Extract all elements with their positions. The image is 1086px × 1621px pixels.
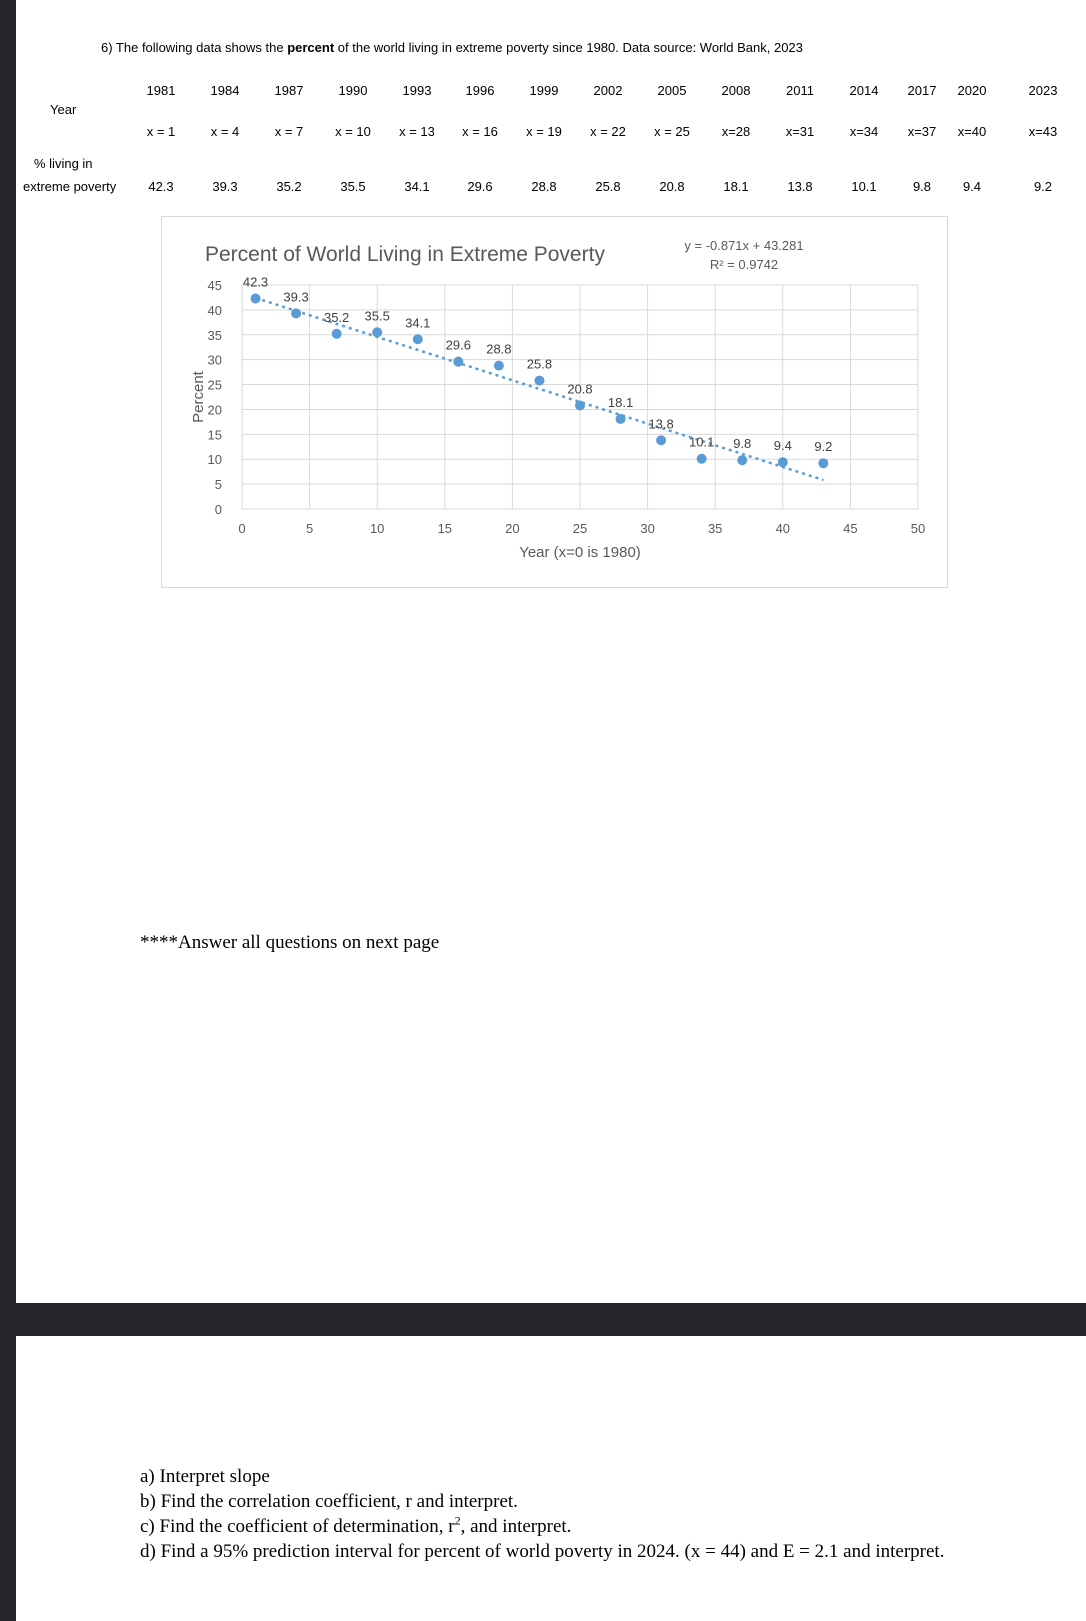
- question-c: [140, 1514, 944, 1539]
- data-point: [453, 357, 463, 367]
- percent-cell: 28.8: [531, 179, 557, 194]
- data-label: 10.1: [689, 434, 715, 450]
- x-cell: x = 16: [462, 124, 498, 139]
- year-cell: 1990: [338, 83, 368, 98]
- data-point: [413, 334, 423, 344]
- r-squared-label: R² = 0.9742: [709, 257, 779, 272]
- percent-cell: 25.8: [595, 179, 621, 194]
- page-divider: [0, 1303, 1086, 1336]
- x-cell: x = 19: [526, 124, 562, 139]
- percent-cell: 9.8: [912, 179, 932, 194]
- year-cell: 2020: [957, 83, 987, 98]
- trendline-equation: y = -0.871x + 43.281: [684, 238, 804, 253]
- x-cell: x = 7: [274, 124, 304, 139]
- x-cell: x = 25: [654, 124, 690, 139]
- x-cell: x=31: [785, 124, 815, 139]
- x-tick-label: 0: [238, 521, 246, 536]
- x-cell: x = 10: [335, 124, 371, 139]
- x-cell: x=40: [957, 124, 987, 139]
- year-cell: 2008: [721, 83, 751, 98]
- chart-container: [161, 216, 948, 588]
- scatter-chart: [162, 217, 947, 587]
- x-cell: x=34: [849, 124, 879, 139]
- year-cell: 1999: [529, 83, 559, 98]
- y-tick-label: 20: [207, 402, 222, 418]
- percent-cell: 9.2: [1033, 179, 1053, 194]
- year-cell: 2011: [786, 83, 814, 98]
- data-point: [656, 435, 666, 445]
- percent-cell: 35.5: [340, 179, 366, 194]
- data-point: [778, 457, 788, 467]
- percent-cell: 35.2: [276, 179, 302, 194]
- data-point: [291, 308, 301, 318]
- year-cell: 1993: [402, 83, 432, 98]
- x-cell: x = 13: [399, 124, 435, 139]
- intro-suffix: of the world living in extreme poverty since 1980. Data source: World Bank, 2023: [334, 40, 803, 55]
- data-label: 9.2: [814, 439, 833, 455]
- year-cell: 2014: [849, 83, 879, 98]
- year-cell: 2002: [593, 83, 623, 98]
- y-tick-label: 0: [214, 502, 222, 517]
- x-tick-label: 20: [505, 521, 520, 536]
- intro-prefix: 6) The following data shows the: [101, 40, 288, 55]
- x-axis-title: Year (x=0 is 1980): [519, 544, 641, 561]
- data-label: 20.8: [567, 381, 593, 397]
- year-cell: 2023: [1028, 83, 1058, 98]
- x-cell: x = 22: [590, 124, 626, 139]
- x-tick-label: 35: [707, 521, 723, 536]
- data-point: [818, 458, 828, 468]
- y-tick-label: 35: [207, 327, 222, 343]
- page-2: [16, 1336, 1086, 1621]
- y-tick-label: 25: [207, 377, 222, 393]
- x-cell: x=43: [1028, 124, 1058, 139]
- question-c-tail: , and interpret.: [460, 1516, 572, 1537]
- data-point: [737, 455, 747, 465]
- question-b: b) Find the correlation coefficient, r and interpret.: [140, 1491, 518, 1512]
- x-tick-label: 5: [305, 521, 314, 536]
- year-cell: 2017: [907, 83, 937, 98]
- y-tick-label: 5: [214, 477, 222, 493]
- x-tick-label: 15: [437, 521, 453, 536]
- y-axis-title: Percent: [190, 371, 207, 423]
- x-tick-label: 45: [843, 521, 858, 536]
- data-label: 34.1: [405, 315, 431, 331]
- left-rail: [0, 0, 16, 1621]
- problem-statement: [101, 40, 803, 55]
- y-tick-label: 45: [207, 278, 222, 293]
- questions-list: [140, 1464, 944, 1564]
- data-label: 9.8: [733, 436, 752, 452]
- data-label: 18.1: [607, 394, 634, 410]
- x-tick-label: 30: [640, 521, 655, 536]
- percent-cell: 10.1: [851, 179, 877, 194]
- x-tick-label: 50: [910, 521, 926, 536]
- question-d: d) Find a 95% prediction interval for percent of world poverty in 2024. (x = 44) and E = 2.1 and interpret.: [140, 1541, 945, 1562]
- data-label: 39.3: [283, 289, 309, 305]
- percent-cell: 42.3: [148, 179, 174, 194]
- year-cell: 1984: [210, 83, 240, 98]
- percent-cell: 20.8: [659, 179, 685, 194]
- data-label: 28.8: [486, 341, 512, 357]
- question-c-text: c) Find the coefficient of determination, r: [140, 1516, 455, 1537]
- x-tick-label: 10: [369, 521, 385, 536]
- data-label: 35.2: [323, 309, 350, 325]
- data-label: 35.5: [364, 308, 390, 324]
- percent-cell: 29.6: [467, 179, 493, 194]
- page-1: [16, 0, 1086, 1303]
- data-label: 9.4: [773, 438, 792, 454]
- row-label-year: Year: [50, 102, 77, 117]
- percent-cell: 18.1: [723, 179, 749, 194]
- intro-bold-word: percent: [287, 40, 335, 55]
- trendline: [256, 298, 824, 480]
- percent-cell: 9.4: [962, 179, 982, 194]
- percent-cell: 34.1: [404, 179, 430, 194]
- x-cell: x=28: [721, 124, 751, 139]
- question-c-superscript: 2: [454, 1513, 461, 1528]
- data-point: [251, 293, 261, 303]
- percent-cell: 13.8: [787, 179, 813, 194]
- y-tick-label: 10: [207, 452, 222, 468]
- row-label-percent-line1: % living in: [34, 156, 93, 171]
- percent-cell: 39.3: [212, 179, 238, 194]
- x-tick-label: 40: [775, 521, 791, 536]
- footnote: ****Answer all questions on next page: [140, 932, 440, 953]
- x-cell: x=37: [907, 124, 937, 139]
- year-cell: 2005: [657, 83, 687, 98]
- chart-title: Percent of World Living in Extreme Poverty: [205, 243, 605, 266]
- year-cell: 1987: [274, 83, 304, 98]
- y-tick-label: 40: [207, 302, 222, 318]
- x-cell: x = 1: [146, 124, 176, 139]
- data-point: [697, 454, 707, 464]
- data-point: [372, 327, 382, 337]
- x-tick-label: 25: [572, 521, 588, 536]
- y-tick-label: 15: [207, 427, 222, 443]
- data-label: 25.8: [526, 356, 553, 372]
- question-a: a) Interpret slope: [140, 1466, 270, 1487]
- data-point: [616, 414, 626, 424]
- data-point: [534, 376, 544, 386]
- data-label: 42.3: [242, 274, 269, 290]
- row-label-percent-line2: extreme poverty: [23, 179, 117, 194]
- year-cell: 1981: [146, 83, 176, 98]
- data-point: [332, 329, 342, 339]
- data-point: [575, 400, 585, 410]
- data-label: 29.6: [445, 337, 471, 353]
- x-cell: x = 4: [210, 124, 240, 139]
- year-cell: 1996: [465, 83, 495, 98]
- y-tick-label: 30: [207, 352, 222, 368]
- data-label: 13.8: [648, 416, 674, 432]
- data-point: [494, 361, 504, 371]
